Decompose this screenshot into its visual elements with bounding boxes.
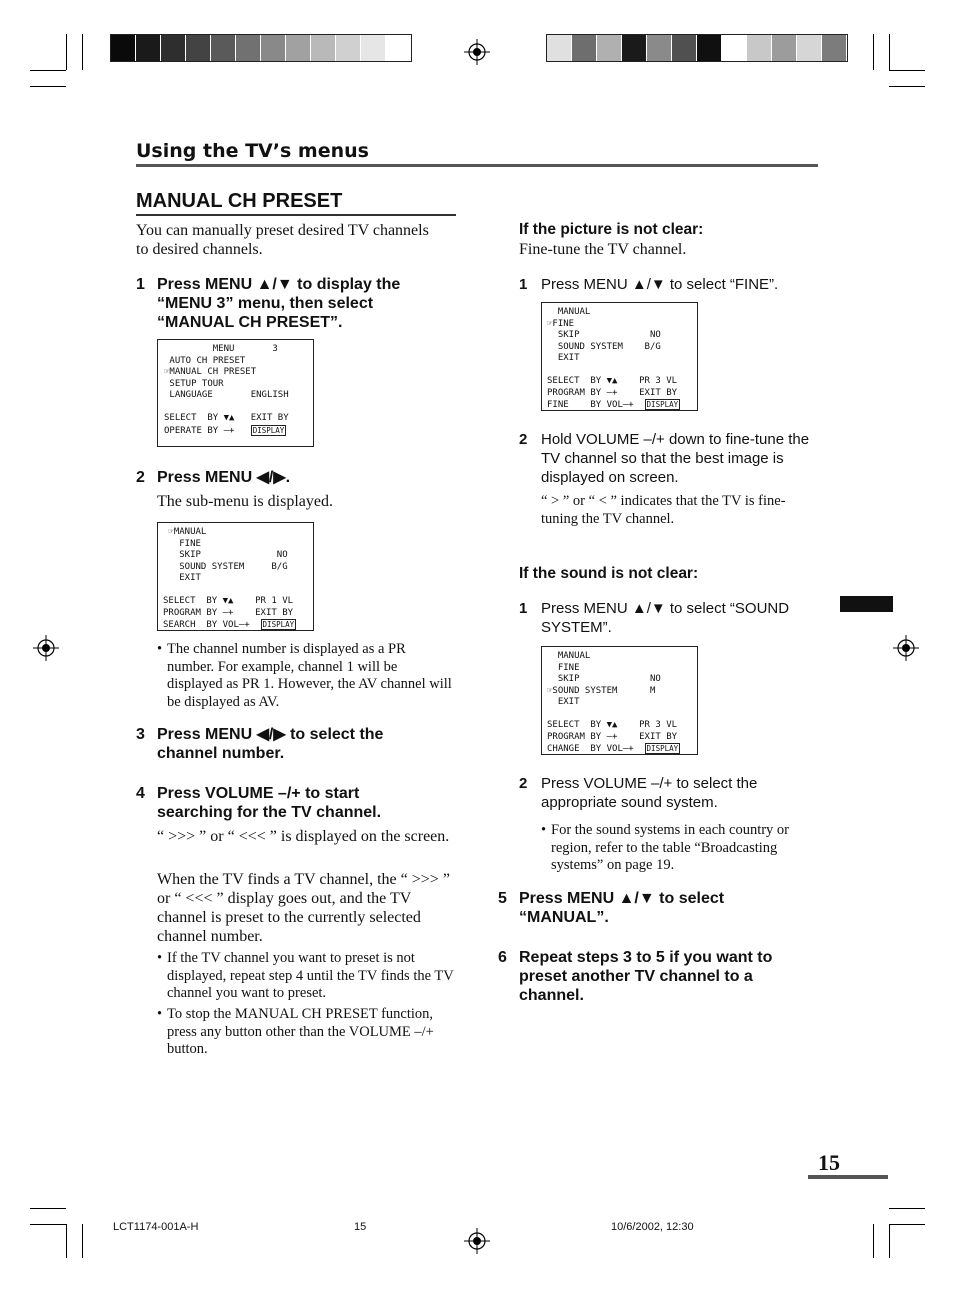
- step-number: 6: [498, 949, 507, 966]
- osd-lines: MANUAL ☞FINE SKIP NO SOUND SYSTEM B/G EXIT SELECT BY ▼▲ PR 3 VL PROGRAM BY –+ EXIT BY FINE BY VOL–+: [547, 307, 678, 410]
- step-text: Press VOLUME –/+ to start searching for the TV channel.: [157, 785, 382, 821]
- color-swatch: [211, 35, 236, 61]
- display-button-label: DISPLAY: [252, 425, 285, 435]
- color-swatch: [136, 35, 161, 61]
- color-swatch: [386, 35, 411, 61]
- crop-mark: [889, 1208, 925, 1209]
- registration-mark-icon: [464, 1228, 490, 1254]
- color-swatch: [111, 35, 136, 61]
- step-number: 4: [136, 785, 145, 802]
- bullet-dot: •: [541, 822, 547, 838]
- osd-text: [547, 307, 692, 412]
- color-swatch: [361, 35, 386, 61]
- picture-note: “ > ” or “ < ” indicates that the TV is fine-tuning the TV channel.: [541, 493, 786, 527]
- crop-mark: [82, 1224, 83, 1258]
- step-number: 3: [136, 726, 145, 743]
- color-calibration-bar-left: [110, 34, 412, 62]
- step-number: 1: [519, 600, 528, 617]
- registration-mark-icon: [464, 39, 490, 65]
- bullet-item: [157, 950, 457, 1003]
- crop-mark: [889, 86, 925, 87]
- step-number: 1: [519, 276, 528, 293]
- bullet-text: For the sound systems in each country or region, refer to the table “Broadcasting systems” on page 19.: [551, 822, 790, 873]
- step-text: Press VOLUME –/+ to select the appropriate sound system.: [541, 775, 758, 811]
- step-text: Repeat steps 3 to 5 if you want to preset another TV channel to a channel.: [519, 949, 773, 1004]
- color-swatch: [647, 35, 672, 61]
- color-calibration-bar-right: [546, 34, 848, 62]
- color-swatch: [722, 35, 747, 61]
- crop-mark: [30, 86, 66, 87]
- step-number: 2: [136, 469, 145, 486]
- color-swatch: [547, 35, 572, 61]
- step-number: 5: [498, 890, 507, 907]
- page-heading: MANUAL CH PRESET: [136, 190, 343, 212]
- osd-fine: [541, 302, 698, 411]
- crop-mark: [30, 70, 66, 71]
- footer-page: 15: [354, 1221, 367, 1233]
- osd-menu3: [157, 339, 314, 447]
- step-text: Press MENU ▲/▼ to select “MANUAL”.: [519, 890, 725, 926]
- bullet-item: [157, 641, 452, 711]
- color-swatch: [186, 35, 211, 61]
- color-swatch: [572, 35, 597, 61]
- color-swatch: [697, 35, 722, 61]
- color-swatch: [261, 35, 286, 61]
- color-swatch: [336, 35, 361, 61]
- section-tab: [840, 596, 893, 612]
- osd-text: [547, 651, 692, 756]
- intro-text: You can manually preset desired TV channels to desired channels.: [136, 222, 429, 258]
- step-text: Press MENU ▲/▼ to select “FINE”.: [541, 276, 779, 293]
- color-swatch: [236, 35, 261, 61]
- display-button-label: DISPLAY: [646, 744, 679, 753]
- display-button-label: DISPLAY: [262, 620, 295, 629]
- step-number: 1: [136, 276, 145, 293]
- osd-lines: ☞MANUAL FINE SKIP NO SOUND SYSTEM B/G EXIT SELECT BY ▼▲ PR 1 VL PROGRAM BY –+ EXIT BY SEARCH BY VOL–+: [163, 527, 294, 630]
- color-swatch: [797, 35, 822, 61]
- bullet-text: To stop the MANUAL CH PRESET function, press any button other than the VOLUME –/+ button.: [167, 1006, 434, 1057]
- section-title: Using the TV’s menus: [136, 140, 369, 162]
- crop-mark: [30, 1208, 66, 1209]
- step-text: Press MENU ◀/▶ to select the channel number.: [157, 726, 384, 762]
- step-text: Press MENU ▲/▼ to select “SOUND SYSTEM”.: [541, 600, 790, 636]
- color-swatch: [597, 35, 622, 61]
- crop-mark: [889, 1224, 925, 1225]
- step-2-sub: The sub-menu is displayed.: [157, 493, 333, 510]
- step-text: Press MENU ◀/▶.: [157, 469, 291, 486]
- heading-rule: [136, 214, 456, 216]
- osd-text: [164, 344, 307, 437]
- step-4-para-2: When the TV finds a TV channel, the “ >>> ” or “ <<< ” display goes out, and the TV channel is preset to the currently selected channel number.: [157, 871, 450, 945]
- bullet-text: If the TV channel you want to preset is not displayed, repeat step 4 until the TV finds the TV channel you want to preset.: [167, 950, 454, 1001]
- step-text: Press MENU ▲/▼ to display the “MENU 3” menu, then select “MANUAL CH PRESET”.: [157, 276, 401, 331]
- footer-doc-id: LCT1174-001A-H: [113, 1221, 199, 1233]
- bullet-item: [541, 822, 816, 875]
- color-swatch: [672, 35, 697, 61]
- step-number: 2: [519, 431, 528, 448]
- crop-mark: [873, 1224, 874, 1258]
- picture-heading: If the picture is not clear:: [519, 221, 704, 238]
- page-number-rule: [808, 1175, 888, 1179]
- crop-mark: [873, 34, 874, 70]
- crop-mark: [889, 34, 890, 70]
- color-swatch: [311, 35, 336, 61]
- bullet-dot: •: [157, 950, 163, 966]
- bullet-dot: •: [157, 641, 163, 657]
- page-number: 15: [818, 1150, 840, 1175]
- footer-date: 10/6/2002, 12:30: [611, 1221, 694, 1233]
- crop-mark: [66, 1224, 67, 1258]
- osd-sound-system: [541, 646, 698, 755]
- registration-mark-icon: [893, 635, 919, 661]
- crop-mark: [889, 70, 925, 71]
- osd-text: [163, 527, 308, 632]
- registration-mark-icon: [33, 635, 59, 661]
- color-swatch: [747, 35, 772, 61]
- crop-mark: [66, 34, 67, 70]
- osd-lines: MANUAL FINE SKIP NO ☞SOUND SYSTEM M EXIT SELECT BY ▼▲ PR 3 VL PROGRAM BY –+ EXIT BY CHANGE BY VOL–+: [547, 651, 678, 754]
- color-swatch: [286, 35, 311, 61]
- sound-heading: If the sound is not clear:: [519, 565, 699, 582]
- color-swatch: [822, 35, 847, 61]
- bullet-item: [157, 1006, 457, 1059]
- osd-manual-submenu: [157, 522, 314, 631]
- crop-mark: [889, 1224, 890, 1258]
- color-swatch: [161, 35, 186, 61]
- bullet-text: The channel number is displayed as a PR number. For example, channel 1 will be displayed as PR 1. However, the AV channel will be displayed as AV.: [167, 641, 452, 710]
- crop-mark: [30, 1224, 66, 1225]
- step-number: 2: [519, 775, 528, 792]
- osd-lines: MENU 3 AUTO CH PRESET ☞MANUAL CH PRESET SETUP TOUR LANGUAGE ENGLISH SELECT BY ▼▲ EXIT BY OPERATE BY –+: [164, 344, 289, 436]
- display-button-label: DISPLAY: [646, 400, 679, 409]
- step-text: Hold VOLUME –/+ down to fine-tune the TV channel so that the best image is displayed on screen.: [541, 431, 810, 486]
- color-swatch: [772, 35, 797, 61]
- bullet-dot: •: [157, 1006, 163, 1022]
- section-rule: [136, 164, 818, 167]
- color-swatch: [622, 35, 647, 61]
- step-4-para-1: “ >>> ” or “ <<< ” is displayed on the screen.: [157, 828, 450, 845]
- crop-mark: [82, 34, 83, 70]
- picture-subheading: Fine-tune the TV channel.: [519, 241, 687, 258]
